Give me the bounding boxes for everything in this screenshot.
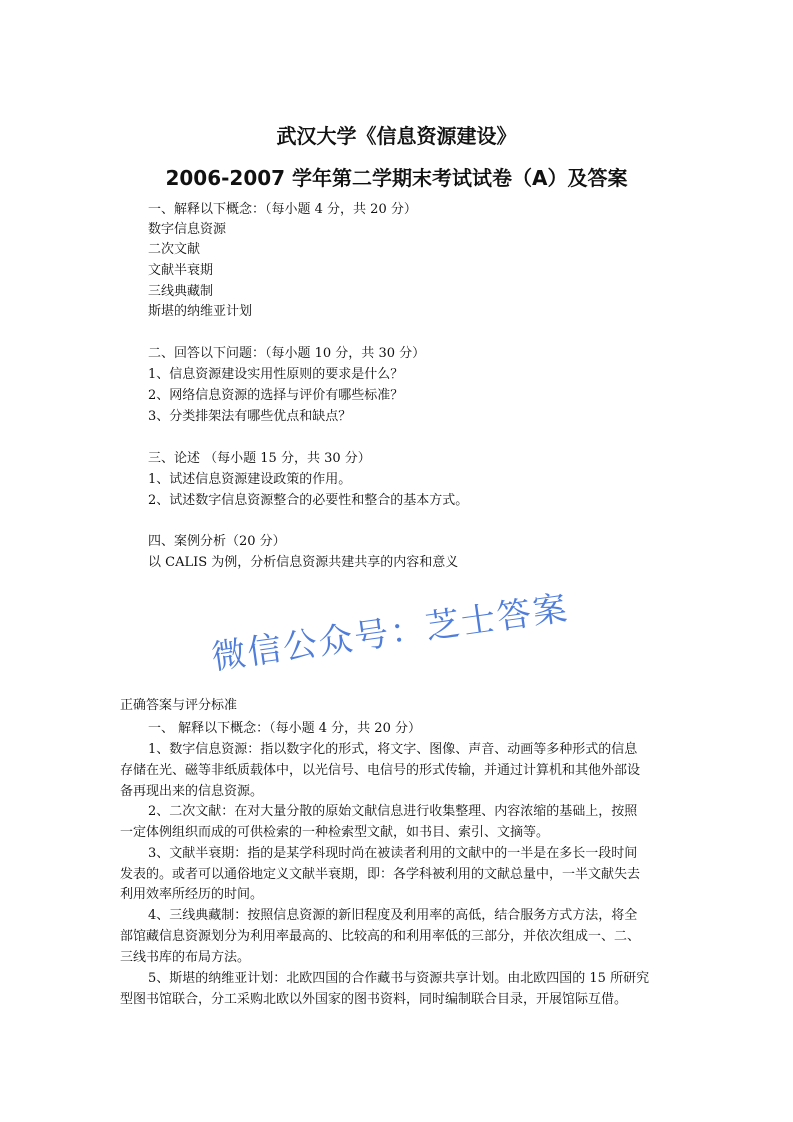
question-line: 1、信息资源建设实用性原则的要求是什么？ <box>148 367 404 382</box>
answer-line: 5、斯堪的纳维亚计划：北欧四国的合作藏书与资源共享计划。由北欧四国的 15 所研究 <box>148 971 650 986</box>
answer-line: 三线书库的布局方法。 <box>120 950 251 965</box>
question-line: 一、解释以下概念：（每小题 4 分，共 20 分） <box>148 202 417 217</box>
document-title: 武汉大学《信息资源建设》 <box>276 124 517 148</box>
answer-line: 一定体例组织而成的可供检索的一种检索型文献，如书目、索引、文摘等。 <box>120 825 550 840</box>
answer-line: 存储在光、磁等非纸质载体中，以光信号、电信号的形式传输，并通过计算机和其他外部设 <box>120 763 641 778</box>
answers-section-heading: 一、 解释以下概念：（每小题 4 分，共 20 分） <box>148 721 421 736</box>
answer-line: 型图书馆联合，分工采购北欧以外国家的图书资料，同时编制联合目录，开展馆际互借。 <box>120 992 628 1007</box>
question-line: 三、论述 （每小题 15 分，共 30 分） <box>148 451 371 466</box>
answer-line: 备再现出来的信息资源。 <box>120 784 264 799</box>
question-line: 三线典藏制 <box>148 284 214 299</box>
question-line: 2、试述数字信息资源整合的必要性和整合的基本方式。 <box>148 493 469 508</box>
answers-heading: 正确答案与评分标准 <box>120 698 238 713</box>
question-line: 四、案例分析（20 分） <box>148 534 286 549</box>
watermark: 微信公众号：芝士答案 <box>209 588 572 679</box>
question-line: 以 CALIS 为例，分析信息资源共建共享的内容和意义 <box>148 555 459 570</box>
document-subtitle: 2006-2007 学年第二学期末考试试卷（A）及答案 <box>165 166 628 190</box>
answer-line: 利用效率所经历的时间。 <box>120 887 264 902</box>
answer-line: 4、三线典藏制：按照信息资源的新旧程度及利用率的高低，结合服务方式方法，将全 <box>148 908 638 923</box>
question-line: 文献半衰期 <box>148 263 214 278</box>
question-line: 1、试述信息资源建设政策的作用。 <box>148 472 352 487</box>
question-line: 二次文献 <box>148 242 201 257</box>
question-line: 2、网络信息资源的选择与评价有哪些标准？ <box>148 388 404 403</box>
answer-line: 2、二次文献：在对大量分散的原始文献信息进行收集整理、内容浓缩的基础上，按照 <box>148 804 638 819</box>
question-line: 数字信息资源 <box>148 222 227 237</box>
answer-line: 发表的。或者可以通俗地定义文献半衰期，即：各学科被利用的文献总量中，一半文献失去 <box>120 867 641 882</box>
answer-line: 1、数字信息资源：指以数字化的形式，将文字、图像、声音、动画等多种形式的信息 <box>148 742 638 757</box>
question-line: 二、回答以下问题：（每小题 10 分，共 30 分） <box>148 346 426 361</box>
question-line: 斯堪的纳维亚计划 <box>148 304 253 319</box>
answer-line: 3、文献半衰期：指的是某学科现时尚在被读者利用的文献中的一半是在多长一段时间 <box>148 846 638 861</box>
question-line: 3、分类排架法有哪些优点和缺点？ <box>148 409 352 424</box>
answer-line: 部馆藏信息资源划分为利用率最高的、比较高的和利用率低的三部分，并依次组成一、二、 <box>120 929 641 944</box>
